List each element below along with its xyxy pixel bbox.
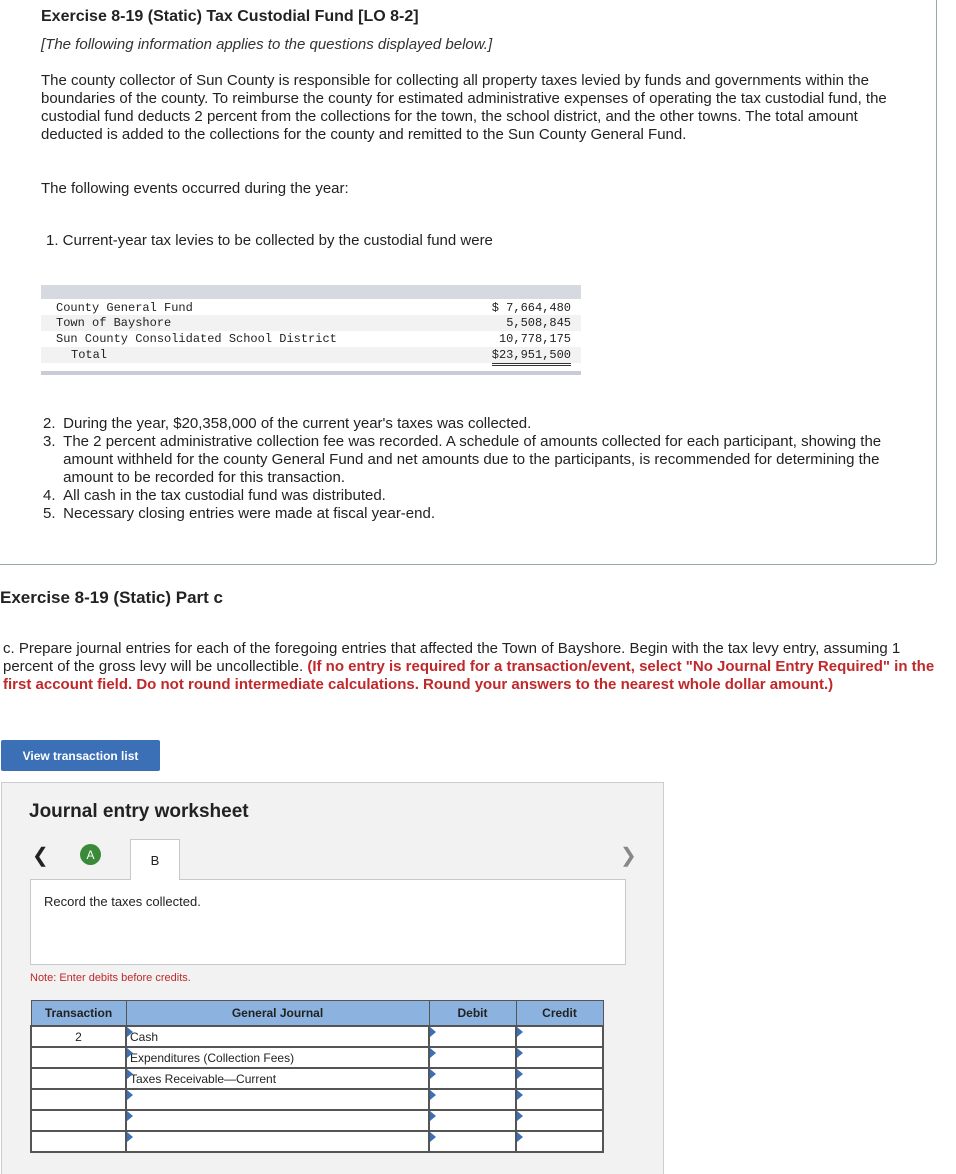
exercise-title: Exercise 8-19 (Static) Tax Custodial Fund [LO 8-2] (41, 8, 419, 25)
input-marker-icon (517, 1132, 523, 1142)
transaction-cell (31, 1089, 126, 1110)
tab-a[interactable]: A (80, 844, 101, 865)
part-instruction (3, 640, 948, 694)
debit-input[interactable] (429, 1068, 516, 1089)
account-select[interactable] (126, 1089, 429, 1110)
table-row (31, 1026, 603, 1047)
view-transaction-list-button[interactable]: View transaction list (1, 740, 160, 771)
account-value: Cash (130, 1029, 159, 1044)
dropdown-marker-icon (127, 1027, 133, 1037)
credit-input[interactable] (516, 1089, 603, 1110)
dropdown-marker-icon (127, 1111, 133, 1121)
debit-input[interactable] (429, 1026, 516, 1047)
table-row (31, 1131, 603, 1152)
account-select[interactable] (126, 1047, 429, 1068)
input-marker-icon (517, 1111, 523, 1121)
journal-table (30, 1000, 604, 1153)
table-top-band (41, 285, 581, 299)
transaction-cell (31, 1110, 126, 1131)
intro-paragraph: The county collector of Sun County is responsible for collecting all property taxes levied by funds and governments within the boundaries of the county. To reimburse the county for estimated administrative expenses of operating the tax custodial fund, the custodial fund deducts 2 percent from the collections for the town, the school district, and the other towns. The total amount deducted is added to the collections for the county and remitted to the Sun County General Fund. (41, 72, 887, 143)
chevron-right-icon[interactable]: ❯ (620, 845, 637, 867)
levy-name: Sun County Consolidated School District (56, 332, 337, 346)
transaction-cell (31, 1047, 126, 1068)
table-row (31, 1110, 603, 1131)
events-intro: The following events occurred during the year: (41, 180, 349, 197)
column-header-debit: Debit (429, 1001, 516, 1027)
levy-row (41, 331, 581, 347)
levy-total-row (41, 347, 581, 363)
debit-input[interactable] (429, 1110, 516, 1131)
dropdown-marker-icon (127, 1132, 133, 1142)
credit-input[interactable] (516, 1110, 603, 1131)
account-value: Taxes Receivable—Current (130, 1071, 277, 1086)
credit-input[interactable] (516, 1068, 603, 1089)
table-row (31, 1047, 603, 1068)
account-select[interactable] (126, 1026, 429, 1047)
levy-name: County General Fund (56, 301, 193, 315)
credit-input[interactable] (516, 1131, 603, 1152)
column-header-credit: Credit (516, 1001, 603, 1027)
transaction-cell (31, 1131, 126, 1152)
event-text: The 2 percent administrative collection fee was recorded. A schedule of amounts collected for each participant, showing the amount withheld for the county General Fund and net amounts due to the participants, is recommended for determining the amount to be recorded for this transaction. (63, 433, 882, 486)
event-1: 1. Current-year tax levies to be collected by the custodial fund were (46, 232, 493, 249)
event-item (43, 505, 903, 523)
exercise-subtitle: [The following information applies to the questions displayed below.] (41, 36, 493, 53)
debits-note: Note: Enter debits before credits. (30, 972, 191, 984)
input-marker-icon (517, 1090, 523, 1100)
credit-input[interactable] (516, 1047, 603, 1068)
table-bottom-band (41, 371, 581, 375)
event-number: 2. (43, 415, 56, 432)
table-row (31, 1068, 603, 1089)
event-item (43, 487, 903, 505)
input-marker-icon (430, 1111, 436, 1121)
chevron-left-icon[interactable]: ❮ (32, 845, 49, 867)
account-select[interactable] (126, 1110, 429, 1131)
input-marker-icon (430, 1027, 436, 1037)
input-marker-icon (430, 1090, 436, 1100)
account-select[interactable] (126, 1068, 429, 1089)
dropdown-marker-icon (127, 1069, 133, 1079)
record-prompt: Record the taxes collected. (44, 894, 201, 909)
record-prompt-box (30, 879, 626, 965)
debit-input[interactable] (429, 1131, 516, 1152)
levy-amount: 5,508,845 (506, 316, 571, 330)
levy-row (41, 315, 581, 331)
levy-total-amount: $23,951,500 (492, 347, 571, 366)
event-text: During the year, $20,358,000 of the current year's taxes was collected. (63, 415, 532, 432)
levy-row (41, 300, 581, 316)
event-item (43, 415, 903, 433)
instruction-text: c. Prepare journal entries for each of the foregoing entries that affected the Town of Bayshore. Begin with the tax levy entry, assuming 1 percent of the gross levy will be uncollectible. (3, 640, 901, 675)
worksheet-title: Journal entry worksheet (29, 801, 249, 822)
tab-b[interactable]: B (130, 839, 180, 880)
debit-input[interactable] (429, 1089, 516, 1110)
account-select[interactable] (126, 1131, 429, 1152)
levy-amount: $ 7,664,480 (491, 301, 571, 315)
input-marker-icon (517, 1048, 523, 1058)
input-marker-icon (430, 1132, 436, 1142)
input-marker-icon (517, 1069, 523, 1079)
levy-name: Town of Bayshore (56, 316, 172, 330)
event-text: Necessary closing entries were made at fiscal year-end. (63, 505, 436, 522)
input-marker-icon (430, 1048, 436, 1058)
dropdown-marker-icon (127, 1048, 133, 1058)
levy-table (41, 285, 581, 375)
input-marker-icon (517, 1027, 523, 1037)
levy-name: Total (71, 348, 108, 362)
event-text: All cash in the tax custodial fund was distributed. (63, 487, 386, 504)
input-marker-icon (430, 1069, 436, 1079)
debit-input[interactable] (429, 1047, 516, 1068)
instruction-warning: (If no entry is required for a transaction/event, select "No Journal Entry Required" in the first account field. Do not round intermediate calculations. Round your answers to the nearest whole dollar amount.) (3, 658, 935, 693)
transaction-cell: 2 (31, 1026, 126, 1047)
event-number: 4. (43, 487, 56, 504)
levy-amount: 10,778,175 (498, 332, 571, 346)
account-value: Expenditures (Collection Fees) (130, 1050, 295, 1065)
part-title: Exercise 8-19 (Static) Part c (0, 588, 224, 607)
event-item (43, 433, 903, 487)
table-row (31, 1089, 603, 1110)
column-header-general-journal: General Journal (126, 1001, 429, 1027)
event-number: 3. (43, 433, 56, 450)
transaction-cell (31, 1068, 126, 1089)
dropdown-marker-icon (127, 1090, 133, 1100)
credit-input[interactable] (516, 1026, 603, 1047)
column-header-transaction: Transaction (31, 1001, 126, 1027)
event-number: 5. (43, 505, 56, 522)
